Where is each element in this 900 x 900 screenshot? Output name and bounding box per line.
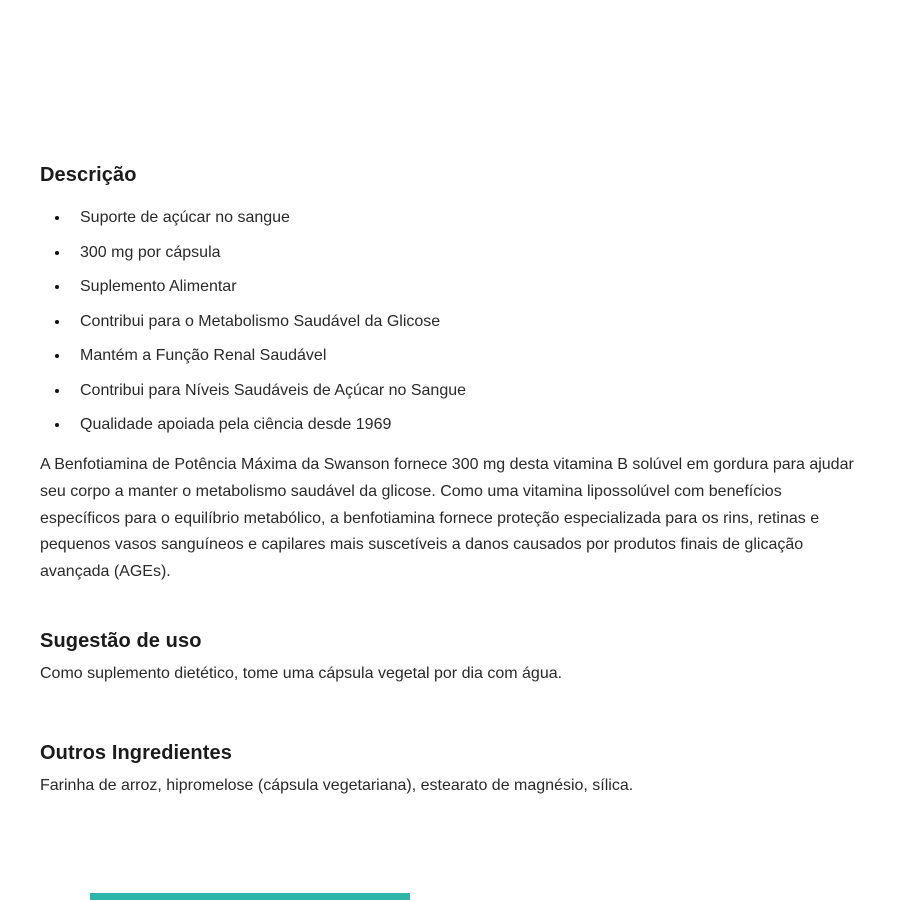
description-bullet-item: • Contribui para o Metabolismo Saudável da Glicose bbox=[70, 311, 860, 332]
description-bullet-item: • Contribui para Níveis Saudáveis de Açúcar no Sangue bbox=[70, 380, 860, 401]
usage-text: Como suplemento dietético, tome uma cápsula vegetal por dia com água. bbox=[40, 664, 563, 682]
description-heading: Descrição bbox=[40, 164, 137, 186]
bottom-accent-bar bbox=[90, 893, 410, 900]
description-bullet-item: • 300 mg por cápsula bbox=[70, 242, 860, 263]
usage-heading: Sugestão de uso bbox=[40, 629, 202, 652]
description-bullet-list bbox=[40, 207, 860, 435]
other-ingredients-heading: Outros Ingredientes bbox=[40, 741, 232, 764]
description-bullet-item: • Suplemento Alimentar bbox=[70, 276, 860, 297]
description-bullet-item: • Qualidade apoiada pela ciência desde 1969 bbox=[70, 414, 860, 435]
description-bullet-item: • Mantém a Função Renal Saudável bbox=[70, 345, 860, 366]
description-paragraph: A Benfotiamina de Potência Máxima da Swanson fornece 300 mg desta vitamina B solúvel em gordura para ajudar seu corpo a manter o metabolismo saudável da glicose. Como uma vitamina lipossolúvel com benefícios específicos para o equilíbrio metabólico, a benfotiamina fornece proteção especializada para os rins, retinas e pequenos vasos sanguíneos e capilares mais suscetíveis a danos causados por produtos finais de glicação avançada (AGEs). bbox=[40, 456, 854, 581]
other-ingredients-text: Farinha de arroz, hipromelose (cápsula vegetariana), estearato de magnésio, sílica. bbox=[40, 776, 634, 794]
description-bullet-item: • Suporte de açúcar no sangue bbox=[70, 207, 860, 228]
product-description-content bbox=[40, 163, 860, 798]
